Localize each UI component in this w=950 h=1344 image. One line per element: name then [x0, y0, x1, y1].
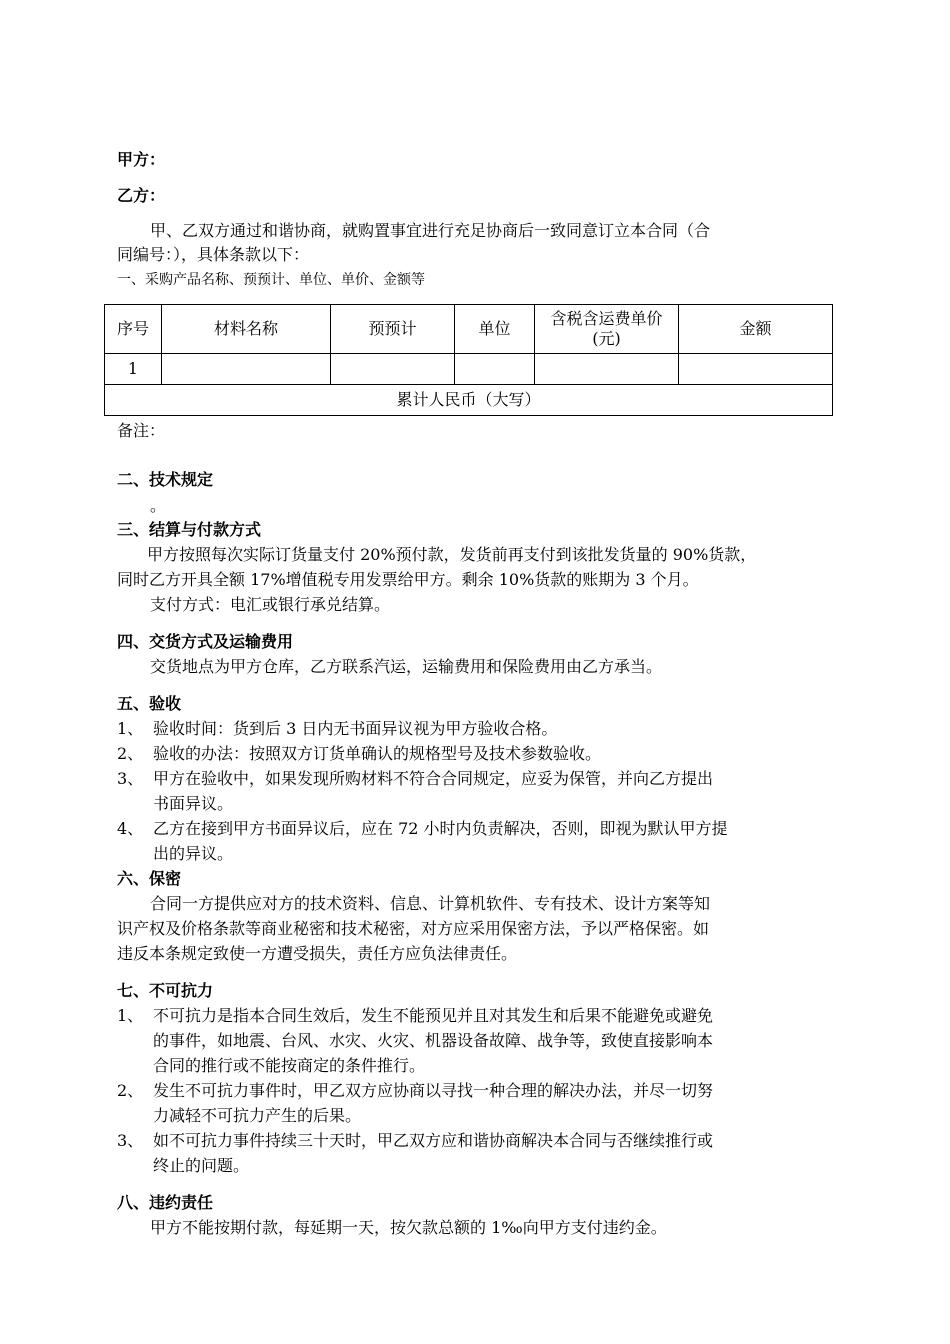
item-line: 力减轻不可抗力产生的后果。: [153, 1106, 362, 1125]
section-8-body: 甲方不能按期付款，每延期一天，按欠款总额的 1‰向甲方支付违约金。: [150, 1218, 667, 1237]
table-cell: [331, 354, 455, 385]
section-7-item-number: 1、: [117, 1006, 144, 1025]
item-line: 的事件，如地震、台风、水灾、火灾、机器设备故障、战争等，致使直接影响本: [153, 1031, 714, 1050]
party-b-label: 乙方：: [117, 186, 166, 205]
section-5-item-text: [153, 766, 843, 816]
header-cell-material: 材料名称: [162, 305, 331, 354]
item-line: 甲方在验收中，如果发现所购材料不符合合同规定，应妥为保管，并向乙方提出: [153, 769, 714, 788]
section-7-item-number: 2、: [117, 1081, 144, 1100]
table-cell: 1: [105, 354, 162, 385]
section-5-item-number: 3、: [117, 769, 144, 788]
table-cell: [455, 354, 535, 385]
item-line: 乙方在接到甲方书面异议后，应在 72 小时内负责解决，否则，即视为默认甲方提: [153, 819, 728, 838]
section-7-item-text: [153, 1078, 843, 1128]
section-3-title: 三、结算与付款方式: [117, 520, 262, 539]
table-cell: [162, 354, 331, 385]
section-5-item-text: [153, 816, 843, 866]
section-3-line-3: 支付方式：电汇或银行承兑结算。: [150, 595, 391, 614]
section-6-line-2: 识产权及价格条款等商业秘密和技术秘密，对方应采用保密方法，予以严格保密。如: [117, 919, 710, 938]
section-3-line-1: 甲方按照每次实际订货量支付 20%预付款，发货前再支付到该批发货量的 90%货款，: [147, 545, 757, 564]
intro-line-1: 甲、乙双方通过和谐协商，就购置事宜进行充足协商后一致同意订立本合同（合: [150, 221, 711, 240]
section-5-item-text: [153, 716, 843, 741]
section-7-item-text: [153, 1128, 843, 1178]
item-line: 书面异议。: [153, 794, 234, 813]
table-total-row: [105, 385, 833, 416]
section-5-item-number: 2、: [117, 744, 144, 763]
item-line: 合同的推行或不能按商定的条件推行。: [153, 1056, 426, 1075]
header-cell-index: 序号: [105, 305, 162, 354]
section-5-item-number: 4、: [117, 819, 144, 838]
item-line: 验收的办法：按照双方订货单确认的规格型号及技术参数验收。: [153, 744, 602, 763]
item-line: 终止的问题。: [153, 1156, 250, 1175]
item-line: 验收时间：货到后 3 日内无书面异议视为甲方验收合格。: [153, 719, 558, 738]
section-6-title: 六、保密: [117, 869, 182, 888]
total-rmb-label: 累计人民币（大写）: [105, 385, 833, 416]
item-line: 发生不可抗力事件时，甲乙双方应协商以寻找一种合理的解决办法，并尽一切努: [153, 1081, 714, 1100]
table-cell: [535, 354, 679, 385]
section-5-title: 五、验收: [117, 694, 182, 713]
section-2-title: 二、技术规定: [117, 470, 214, 489]
section-3-line-2: 同时乙方开具全额 17%增值税专用发票给甲方。剩余 10%货款的账期为 3 个月。: [117, 570, 699, 589]
table-header-row: [105, 305, 833, 354]
items-table: [104, 304, 833, 416]
section-6-line-1: 合同一方提供应对方的技术资料、信息、计算机软件、专有技术、设计方案等知: [150, 894, 711, 913]
section-1-title: 一、采购产品名称、预预计、单位、单价、金额等: [117, 272, 425, 288]
section-7-item-number: 3、: [117, 1131, 144, 1150]
section-4-body: 交货地点为甲方仓库，乙方联系汽运，运输费用和保险费用由乙方承当。: [150, 657, 663, 676]
section-2-body: 。: [150, 496, 167, 515]
header-cell-unit: 单位: [455, 305, 535, 354]
header-cell-estimate: 预预计: [331, 305, 455, 354]
section-7-item-text: [153, 1003, 843, 1078]
table-cell: [679, 354, 833, 385]
item-line: 出的异议。: [153, 844, 234, 863]
section-8-title: 八、违约责任: [117, 1193, 214, 1212]
section-5-item-text: [153, 741, 843, 766]
table-row: [105, 354, 833, 385]
remark-label: 备注：: [117, 421, 166, 440]
section-6-line-3: 违反本条规定致使一方遭受损失，责任方应负法律责任。: [117, 944, 518, 963]
item-line: 如不可抗力事件持续三十天时，甲乙双方应和谐协商解决本合同与否继续推行或: [153, 1131, 714, 1150]
header-cell-amount: 金额: [679, 305, 833, 354]
section-4-title: 四、交货方式及运输费用: [117, 632, 294, 651]
header-cell-unit-price: 含税含运费单价(元): [535, 305, 679, 354]
section-7-title: 七、不可抗力: [117, 981, 214, 1000]
item-line: 不可抗力是指本合同生效后，发生不能预见并且对其发生和后果不能避免或避免: [153, 1006, 714, 1025]
section-5-item-number: 1、: [117, 719, 144, 738]
intro-line-2: 同编号：），具体条款以下：: [117, 245, 310, 264]
party-a-label: 甲方：: [117, 150, 166, 169]
